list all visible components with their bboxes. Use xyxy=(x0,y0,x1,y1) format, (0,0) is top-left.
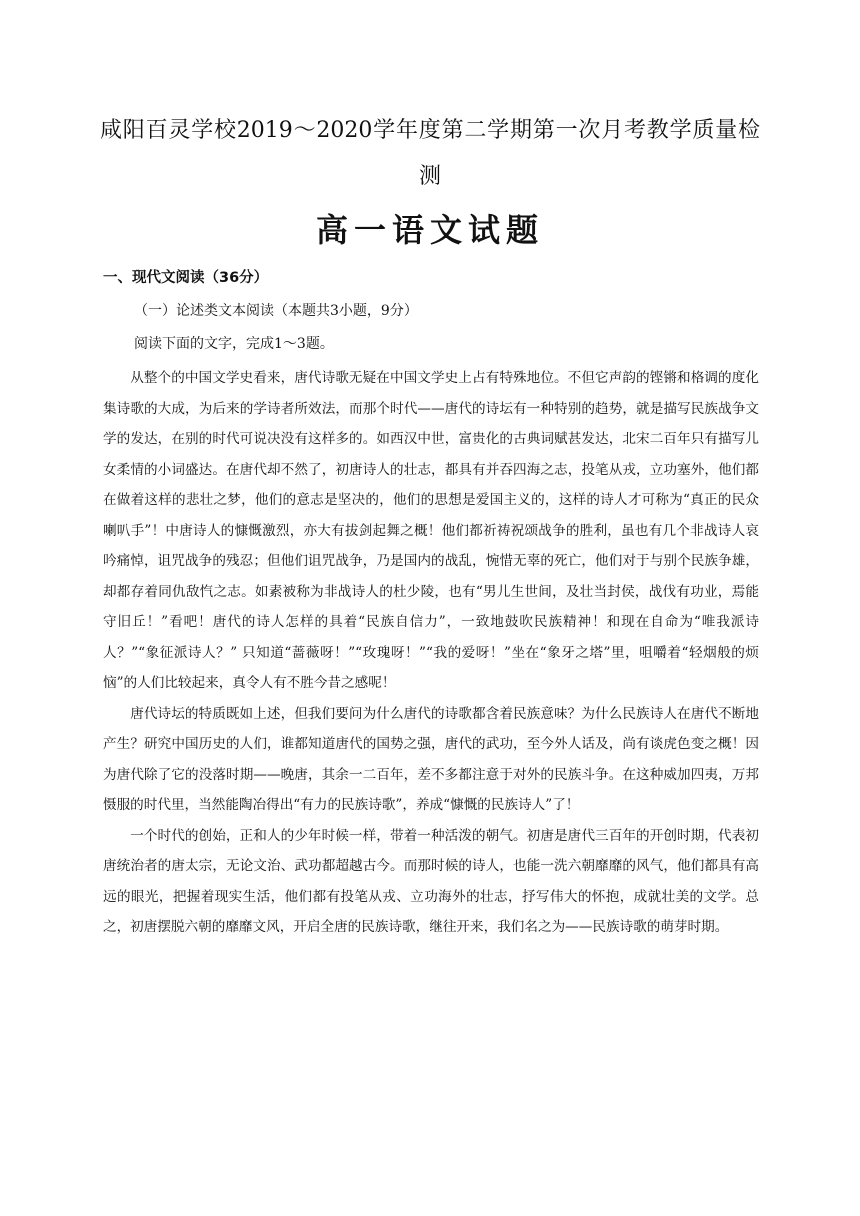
section-heading: 一、现代文阅读（36分） xyxy=(103,270,269,286)
school-title: 咸阳百灵学校2019～2020学年度第二学期第一次月考教学质量检测 xyxy=(100,118,760,189)
passage-paragraph: 从整个的中国文学史看来，唐代诗歌无疑在中国文学史上占有特殊地位。不但它声韵的铿锵和格调的度化集诗歌的大成，为后来的学诗者所效法，而那个时代——唐代的诗坛有一种特别的趋势，就是描写民族战争文学的发达，在别的时代可说决没有这样多的。如西汉中世，富贵化的古典词赋甚发达，北宋二百年只有描写儿女柔情的小词盛达。在唐代却不然了，初唐诗人的壮志，都具有并吞四海之志，投笔从戎，立功塞外，他们都在做着这样的悲壮之梦，他们的意志是坚决的，他们的思想是爱国主义的，这样的诗人才可称为“真正的民众喇叭手”！中唐诗人的慷慨激烈，亦大有拔剑起舞之概！他们都祈祷祝颂战争的胜利，虽也有几个非战诗人哀吟痛悼，诅咒战争的残忍；但他们诅咒战争，乃是国内的战乱，惋惜无辜的死亡，他们对于与别个民族争雄，却都存着同仇敌忾之志。如素被称为非战诗人的杜少陵，也有“男儿生世间，及壮当封侯，战伐有功业，焉能守旧丘！”看吧！唐代的诗人怎样的具着“民族自信力”，一致地鼓吹民族精神！和现在自命为“唯我派诗人？”“象征派诗人？” 只知道“蔷薇呀！”“玫瑰呀！”“我的爱呀！”坐在“象牙之塔”里，咀嚼着“轻烟般的烦恼”的人们比较起来，真令人有不胜今昔之感呢！ xyxy=(103,370,759,691)
subject-title: 高一语文试题 xyxy=(315,211,544,249)
reading-instruction: 阅读下面的文字，完成1～3题。 xyxy=(134,336,334,352)
reading-passage xyxy=(103,363,759,943)
passage-paragraph: 唐代诗坛的特质既如上述，但我们要问为什么唐代的诗歌都含着民族意味？为什么民族诗人在唐代不断地产生？研究中国历史的人们，谁都知道唐代的国势之强，唐代的武功，至今外人话及，尚有谈虎色变之概！因为唐代除了它的没落时期——晚唐，其余一二百年，差不多都注意于对外的民族斗争。在这种威加四夷，万邦慑服的时代里，当然能陶冶得出“有力的民族诗歌”，养成“慷慨的民族诗人”了！ xyxy=(103,705,759,813)
passage-paragraph: 一个时代的创始，正和人的少年时候一样，带着一种活泼的朝气。初唐是唐代三百年的开创时期，代表初唐统治者的唐太宗，无论文治、武功都超越古今。而那时候的诗人，也能一洗六朝靡靡的风气，他们都具有高远的眼光，把握着现实生活，他们都有投笔从戎、立功海外的壮志，抒写伟大的怀抱，成就壮美的文学。总之，初唐摆脱六朝的靡靡文风，开启全唐的民族诗歌，继往开来，我们名之为——民族诗歌的萌芽时期。 xyxy=(103,827,759,935)
subsection-heading: （一）论述类文本阅读（本题共3小题，9分） xyxy=(134,303,418,319)
